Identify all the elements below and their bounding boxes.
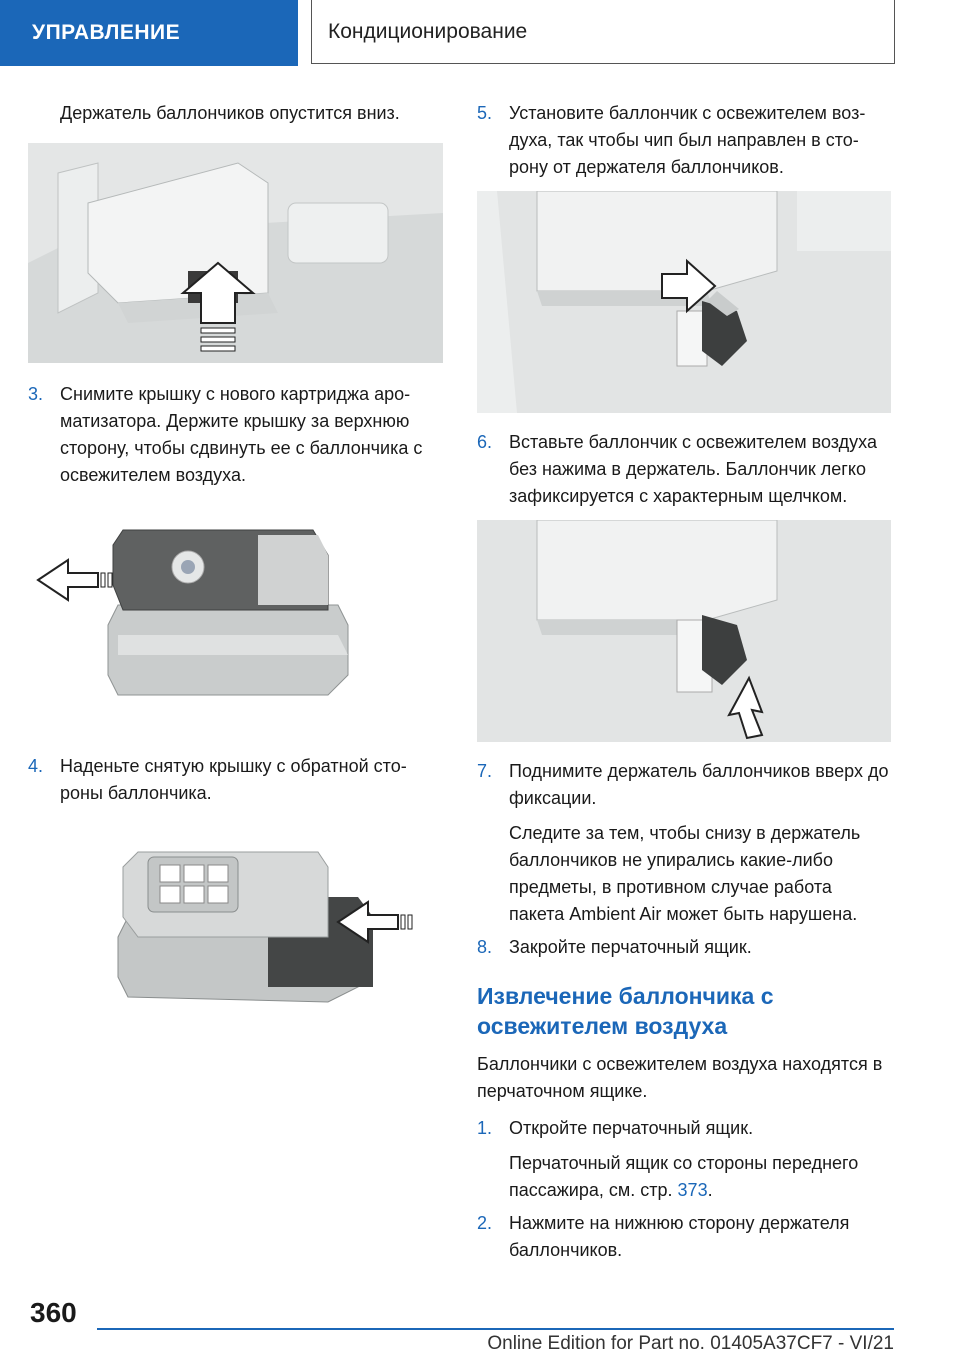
step-text: Снимите крышку с нового картриджа ароматизатора. Держите крышку за верхнюю сторону, чтобы сдвинуть ее с баллончика с освежителем воздуха. bbox=[60, 384, 423, 485]
step-number: 3. bbox=[28, 384, 44, 404]
step-5 bbox=[477, 100, 891, 181]
step-number: 7. bbox=[477, 761, 493, 781]
step-text: Поднимите держатель баллончиков вверх до фиксации. bbox=[509, 761, 889, 808]
step-text: Наденьте снятую крышку с обратной стороны баллончика. bbox=[60, 756, 407, 803]
section-heading: Извлечение баллончика с освежителем воздуха bbox=[477, 983, 774, 1039]
figure-put-cap-back bbox=[28, 837, 443, 1027]
step-3 bbox=[28, 381, 443, 489]
page-reference-link[interactable]: 373 bbox=[677, 1180, 708, 1200]
step-8 bbox=[477, 934, 891, 961]
step-number: 6. bbox=[477, 432, 493, 452]
step-text: Закройте перчаточный ящик. bbox=[509, 937, 752, 957]
step-text: Вставьте баллончик с освежителем воздуха без нажима в держатель. Баллончик легко зафиксируется с характерным щелчком. bbox=[509, 432, 877, 506]
intro-text: Держатель баллончиков опустится вниз. bbox=[60, 103, 400, 123]
chapter-title: Кондиционирование bbox=[311, 0, 895, 64]
note-text: Перчаточный ящик со стороны переднего пассажира, см. стр. bbox=[509, 1153, 859, 1200]
step-number: 1. bbox=[477, 1118, 493, 1138]
step-number: 2. bbox=[477, 1213, 493, 1233]
left-column bbox=[28, 100, 443, 1027]
page-number: 360 bbox=[30, 1297, 77, 1328]
step-number: 8. bbox=[477, 937, 493, 957]
step-number: 5. bbox=[477, 103, 493, 123]
step-text: Установите баллончик с освежителем воздуха, так чтобы чип был направлен в сторону от держателя баллончиков. bbox=[509, 103, 866, 177]
step-text: Нажмите на нижнюю сторону держателя баллончиков. bbox=[509, 1213, 850, 1260]
note-suffix: . bbox=[707, 1180, 713, 1200]
footer-edition: Online Edition for Part no. 01405A37CF7 - VI/21 bbox=[487, 1333, 894, 1354]
removal-step-2 bbox=[477, 1210, 891, 1264]
step-number: 4. bbox=[28, 756, 44, 776]
step-text: Откройте перчаточный ящик. bbox=[509, 1118, 754, 1138]
removal-step-1-note bbox=[477, 1150, 891, 1204]
section-paragraph: Баллончики с освежителем воздуха находятся в перчаточном ящике. bbox=[477, 1054, 883, 1101]
figure-holder-lowered bbox=[28, 143, 443, 363]
figure-snap-in bbox=[477, 520, 891, 742]
step-4 bbox=[28, 753, 443, 807]
footer-divider bbox=[97, 1328, 894, 1330]
section-tab: УПРАВЛЕНИЕ bbox=[0, 0, 298, 66]
step-6 bbox=[477, 429, 891, 510]
step-7-note: Следите за тем, чтобы снизу в держатель баллончиков не упирались какие-либо предметы, в противном случае работа пакета Ambient Air может быть нарушена. bbox=[509, 823, 861, 924]
figure-remove-cap bbox=[28, 525, 443, 735]
figure-insert-orientation bbox=[477, 191, 891, 413]
step-7 bbox=[477, 758, 891, 812]
right-column bbox=[477, 100, 891, 1270]
removal-step-1 bbox=[477, 1115, 891, 1142]
